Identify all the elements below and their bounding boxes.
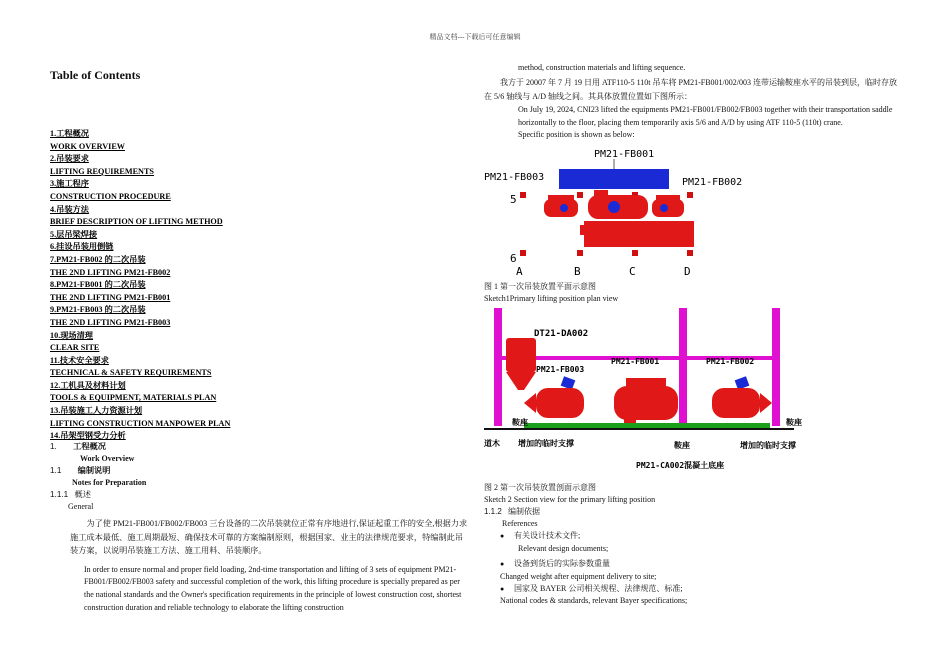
references-label: References: [502, 519, 538, 529]
column-left: [494, 308, 502, 426]
axis-marker: [632, 250, 638, 256]
label-base: PM21-CA002混凝土底座: [636, 460, 725, 470]
toc-entry[interactable]: 14.吊架型钢受力分析: [50, 431, 126, 441]
toc-entry[interactable]: 7.PM21-FB002 的二次吊装: [50, 254, 146, 264]
label-saddle-middle: 鞍座: [674, 440, 690, 450]
axis-marker: [577, 192, 583, 198]
toc-entry[interactable]: 8.PM21-FB001 的二次吊装: [50, 280, 146, 290]
figure-2-caption-cn: 图 2 第一次吊装放置剖面示意图: [484, 482, 596, 492]
section-1-english: Work Overview: [80, 454, 135, 463]
toc-entry[interactable]: 10.现场清理: [50, 330, 93, 340]
axis-a: A: [516, 264, 523, 275]
da002-vessel: [506, 338, 536, 390]
section-title: 概述: [74, 490, 91, 499]
section-number: 1.1.1: [50, 490, 69, 499]
reference-item: ● 设备到货后的实际参数重量: [484, 558, 904, 570]
label-da002: DT21-DA002: [534, 328, 589, 339]
label-saddle-left: 鞍座: [512, 417, 528, 427]
column-right: [772, 308, 780, 426]
toc-title: Table of Contents: [50, 68, 141, 82]
fb002-vessel: [712, 376, 772, 418]
axis-marker: [520, 250, 526, 256]
column-middle: [679, 308, 687, 426]
reference-item-en: National codes & standards, relevant Bayer specifications;: [500, 596, 688, 606]
header-note: 精品文档---下载后可任意编辑: [429, 33, 521, 41]
section-title: 编制说明: [77, 466, 111, 475]
right-column: [484, 62, 904, 608]
section-title: 工程概况: [73, 442, 106, 451]
toc-entry[interactable]: 4.吊装方法: [50, 204, 89, 214]
toc-entry[interactable]: LIFTING REQUIREMENTS: [50, 166, 154, 176]
axis-c: C: [629, 264, 636, 275]
toc-entry[interactable]: LIFTING CONSTRUCTION MANPOWER PLAN: [50, 418, 231, 428]
section-number: 1.1.2: [484, 506, 502, 516]
toc-entry[interactable]: TECHNICAL & SAFETY REQUIREMENTS: [50, 368, 212, 378]
figure-1-caption-cn: 图 1 第一次吊装放置平面示意图: [484, 281, 596, 291]
toc-entry[interactable]: 6.挂设吊装用倒链: [50, 242, 114, 252]
fb003-vessel: [544, 195, 578, 217]
label-support-left: 增加的临时支撑: [518, 438, 574, 448]
section-1-heading: [50, 441, 470, 453]
reference-item: ● 有关设计技术文件;: [484, 530, 904, 542]
lifting-paragraph-en-2: Specific position is shown as below:: [518, 130, 635, 140]
fb001-base-block: [584, 221, 694, 247]
axis-marker: [687, 250, 693, 256]
section-1-1-heading: [50, 465, 470, 477]
toc-entry[interactable]: WORK OVERVIEW: [50, 141, 125, 151]
label-fb003: PM21-FB003: [536, 364, 585, 374]
lifting-paragraph-en: On July 19, 2024, CNI23 lifted the equipments PM21-FB001/FB002/FB003 together with their transportation saddle horizontally to the floor, placing them temporarily axis 5/6 and A/D by using ATF 110-5 (110t) crane.: [518, 105, 893, 127]
label-saddle-right: 鞍座: [786, 417, 802, 427]
fb002-vessel: [652, 195, 684, 217]
toc-entry[interactable]: 2.吊装要求: [50, 154, 89, 164]
toc-entry[interactable]: THE 2ND LIFTING PM21-FB001: [50, 292, 171, 302]
toc-entry[interactable]: 1.工程概况: [50, 129, 89, 138]
figure-2-caption-en: Sketch 2 Section view for the primary lifting position: [484, 494, 656, 504]
plan-view-diagram: [484, 145, 814, 275]
reference-item: ● 国家及 BAYER 公司相关规程、法律规范、标准;: [484, 583, 904, 595]
section-view-diagram: [484, 308, 814, 476]
toc-entry[interactable]: 9.PM21-FB003 的二次吊装: [50, 305, 146, 315]
toc-entry[interactable]: 5.层吊梁焊接: [50, 229, 98, 239]
floor-line: [484, 428, 794, 430]
section-1-1-1-english: General: [68, 502, 94, 511]
reference-item-en: Changed weight after equipment delivery to site;: [500, 571, 657, 581]
axis-marker: [577, 250, 583, 256]
axis-marker: [687, 192, 693, 198]
toc-entry[interactable]: 11.技术安全要求: [50, 355, 109, 365]
label-fb003: PM21-FB003: [484, 171, 545, 183]
axis-6: 6: [510, 251, 517, 265]
toc-entry[interactable]: BRIEF DESCRIPTION OF LIFTING METHOD: [50, 217, 223, 227]
base-side: [580, 225, 586, 235]
label-wood: 道木: [484, 438, 500, 448]
section-1-1-2-heading: [484, 506, 904, 518]
reference-item-en: Relevant design documents;: [518, 543, 609, 553]
fb001-vessel: [588, 190, 648, 219]
label-fb002: PM21-FB002: [706, 356, 755, 366]
fb001-top-block: [559, 169, 669, 189]
continued-line: method, construction materials and lifting sequence.: [518, 63, 686, 72]
toc-entry[interactable]: TOOLS & EQUIPMENT, MATERIALS PLAN: [50, 393, 217, 403]
toc-entry[interactable]: 3.施工程序: [50, 179, 89, 189]
axis-5: 5: [510, 192, 517, 206]
label-support-right: 增加的临时支撑: [740, 440, 796, 450]
section-work-overview: [50, 441, 470, 615]
label-fb001: PM21-FB001: [594, 148, 655, 160]
table-of-contents: [50, 128, 280, 443]
label-fb002: PM21-FB002: [682, 176, 743, 188]
overview-paragraph-cn: 为了使 PM21-FB001/FB002/FB003 三台设备的二次吊装就位正常有序地进行,保证起重工作的安全,根据力求施工成本最低、施工周期最短、确保技术可靠的方案编制原则，根据国家、业主的法律规范要求，特编制此吊装方案，以说明吊装施工方法、施工用料、吊装顺序。: [70, 519, 468, 555]
section-1-1-english: Notes for Preparation: [72, 478, 147, 487]
axis-marker: [520, 192, 526, 198]
overview-paragraph-en: In order to ensure normal and proper field loading, 2nd-time transportation and lifting of 3 sets of equipment PM21-FB001/FB002/FB003 safety and successful completion of the work, this lifting procedure is specially prepared as per the national standards and the Owner's specification requirements in the principle of lowest construction cost, shortest construction duration and reliable technology to elaborate the lifting construction: [84, 564, 462, 612]
fb001-vessel: [614, 378, 678, 424]
section-number: 1.: [50, 442, 57, 451]
floor-slab: [524, 423, 770, 428]
toc-entry[interactable]: 12.工机具及材料计划: [50, 380, 126, 390]
axis-d: D: [684, 264, 691, 275]
toc-entry[interactable]: THE 2ND LIFTING PM21-FB003: [50, 317, 171, 327]
axis-b: B: [574, 264, 581, 275]
toc-entry[interactable]: THE 2ND LIFTING PM21-FB002: [50, 267, 171, 277]
fb003-vessel: [524, 376, 584, 418]
lifting-paragraph-cn: 我方于 20007 年 7 月 19 日用 ATF110-5 110t 吊车将 PM21-FB001/002/003 连带运输鞍座水平的吊装到层，临时存放在 5/6 轴线与 A/D 轴线之间。其具体放置位置如下图所示：: [484, 78, 897, 101]
toc-entry[interactable]: 13.吊装施工人力资源计划: [50, 406, 143, 416]
toc-entry[interactable]: CONSTRUCTION PROCEDURE: [50, 191, 171, 201]
toc-entry[interactable]: CLEAR SITE: [50, 343, 100, 353]
section-1-1-1-heading: [50, 489, 470, 501]
section-title: 编制依据: [508, 506, 541, 516]
section-number: 1.1: [50, 466, 62, 475]
figure-1-caption-en: Sketch1Primary lifting position plan view: [484, 293, 619, 303]
label-fb001: PM21-FB001: [611, 356, 660, 366]
